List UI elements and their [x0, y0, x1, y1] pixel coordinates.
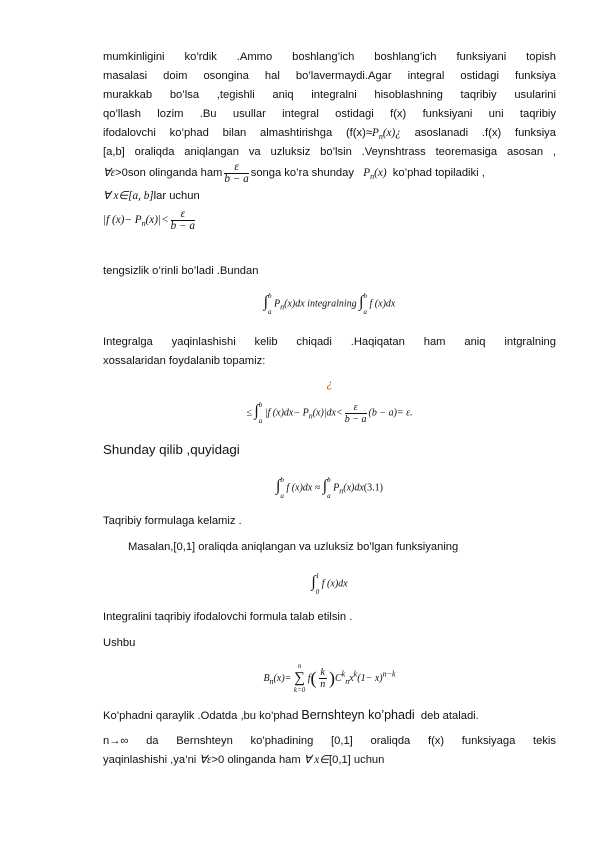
text-line: [a,b] oraliqda aniqlangan va uzluksiz bo’lsin .Veynshtrass teoremasiga asosan , [103, 146, 556, 158]
text-line: ∀ε>0son olinganda ham $\frac{\varepsilon}{b - a}$ songa ko’ra shunday $P_n(x)$ ko’phad topiladiki , [103, 160, 485, 185]
text-line: ∀ x∈[a, b]lar uchun [103, 190, 200, 202]
text-line: tengsizlik o’rinli bo’ladi .Bundan [103, 265, 259, 277]
integral-formula: ∫ b a $P_n(x)dx$ integralning ∫ b a f (x)dx [263, 292, 396, 316]
text-line: Integralga yaqinlashishi kelib chiqadi .Haqiqatan ham aniq intgralning [103, 336, 556, 348]
inequality-formula: |f $(x)- P_n(x)|<$ $\frac{\varepsilon}{b - a}$ [103, 207, 195, 232]
text-line: Integralini taqribiy ifodalovchi formula talab etilsin . [103, 611, 353, 623]
text-line: n→∞ da Bernshteyn ko’phadining [0,1] oraliqda f(x) funksiyaga tekis [103, 735, 556, 747]
integral-0-1-formula: ∫ 1 0 f (x)dx [311, 572, 348, 596]
epsilon-over-b-minus-a: $\frac{\varepsilon}{b - a}$ [224, 160, 249, 185]
text-line: Masalan,[0,1] oraliqda aniqlangan va uzluksiz bo’lgan funksiyaning [128, 541, 459, 553]
text-line: ifodalovchi ko’phad bilan almashtirishga ($f(x)\approx P_n(x)¿$ asoslanadi .f(x) funksiya [103, 127, 557, 142]
text-line: Ushbu [103, 637, 136, 649]
text-line: yaqinlashishi ,ya’ni ∀ε>0 olinganda ham ∀ x∈[0,1] uchun [103, 754, 385, 766]
text-line: masalasi doim osongina hal bo’lavermaydi.Agar integral ostidagi funksiya [103, 70, 556, 82]
text-line: Taqribiy formulaga kelamiz . [103, 515, 242, 527]
orange-mark: ¿ [326, 376, 333, 390]
text-line: qo’llash lozim .Bu usullar integral ostidagi f(x) funksiyani uni taqribiy [103, 108, 556, 120]
text-line: mumkinligini ko’rdik .Ammo boshlang’ich boshlang’ich funksiyani topish [103, 51, 556, 63]
bernstein-polynomial-formula: $B_n(x)=$ n ∑ k=0 f( $\frac{k}{n}$ )$C^k_nx^k(1- x)^{n-k}$ [263, 662, 396, 694]
text-line: xossalaridan foydalanib topamiz: [103, 355, 266, 367]
approximation-formula-3-1: ∫ b a f (x)dx ≈ ∫ b a $P_n(x)dx(3.1)$ [276, 476, 383, 500]
text-line: Ko’phadni qaraylik .Odatda ,bu ko’phad Bernshteyn ko’phadi deb ataladi. [103, 708, 479, 722]
section-heading: Shunday qilib ,quyidagi [103, 442, 240, 457]
estimate-formula: ≤ ∫ b a |f $(x)dx- P_n(x)|dx<$ $\frac{\varepsilon}{b - a}$ (b − a)= ε. [246, 401, 413, 425]
text-line: murakkab bo’lsa ,tegishli aniq integralni hisoblashning taqribiy usularini [103, 89, 556, 101]
